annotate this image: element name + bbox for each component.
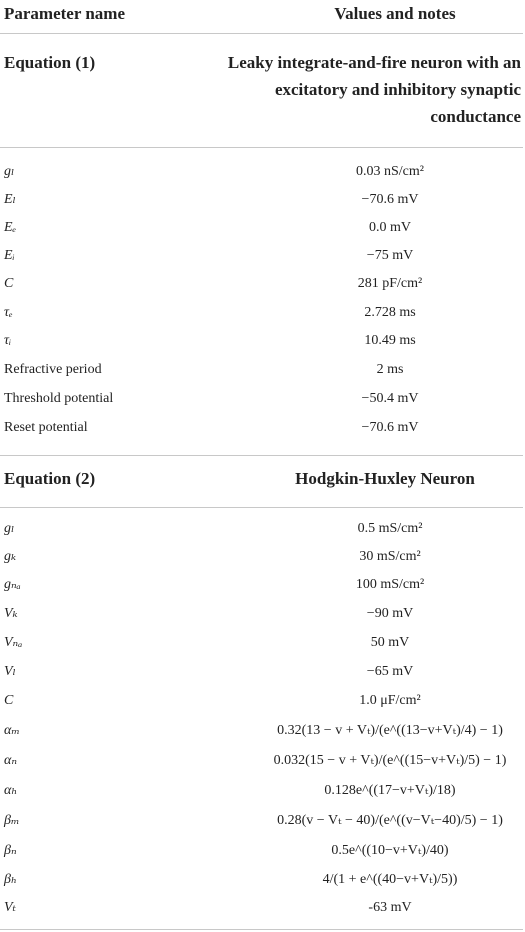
param-value: 10.49 ms	[364, 333, 416, 348]
param-name: τᵢ	[4, 333, 12, 348]
param-value: 0.5 mS/cm²	[357, 521, 423, 536]
header-rule	[0, 33, 523, 34]
param-name: αₘ	[4, 723, 20, 738]
table-row	[0, 299, 523, 327]
param-value: −70.6 mV	[361, 192, 419, 207]
param-name: gₖ	[4, 549, 17, 564]
param-value: 2.728 ms	[364, 305, 416, 320]
param-value: 50 mV	[370, 635, 410, 650]
table-row	[0, 836, 523, 866]
param-value: 1.0 μF/cm²	[359, 693, 421, 708]
table-bottom-rule	[0, 929, 523, 930]
param-value: 0.32(13 − v + Vₜ)/(e^((13−v+Vₜ)/4) − 1)	[277, 723, 503, 738]
param-value: −65 mV	[366, 664, 414, 679]
param-name: αₕ	[4, 783, 18, 798]
table-row	[0, 746, 523, 776]
param-name: gₗ	[4, 164, 15, 179]
param-name: βₕ	[4, 872, 18, 887]
param-value: 0.5e^((10−v+Vₜ)/40)	[331, 843, 449, 858]
table-row	[0, 806, 523, 836]
param-col-header: Parameter name	[4, 4, 125, 23]
table-row	[0, 629, 523, 657]
param-value: 2 ms	[376, 362, 404, 377]
table-row	[0, 571, 523, 599]
param-name: βₙ	[4, 843, 17, 858]
table-row	[0, 515, 523, 543]
param-name: C	[4, 276, 14, 291]
table-row	[0, 658, 523, 686]
param-name: Vₖ	[4, 606, 18, 621]
param-value: −50.4 mV	[361, 391, 419, 406]
param-name: Vₙₐ	[4, 635, 23, 650]
param-value: −70.6 mV	[361, 420, 419, 435]
table-row	[0, 414, 523, 442]
table-row	[0, 356, 523, 384]
param-value: 0.0 mV	[369, 220, 411, 235]
param-value: 4/(1 + e^((40−v+Vₜ)/5))	[322, 872, 458, 887]
param-value: 0.28(v − Vₜ − 40)/(e^((v−Vₜ−40)/5) − 1)	[277, 813, 503, 828]
param-name: gₙₐ	[4, 577, 21, 592]
param-name: τₑ	[4, 305, 13, 320]
table-row	[0, 687, 523, 715]
param-value: 0.128e^((17−v+Vₜ)/18)	[324, 783, 456, 798]
param-name: Refractive period	[4, 362, 102, 377]
param-name: Vₜ	[4, 900, 17, 915]
param-value: 100 mS/cm²	[355, 577, 425, 592]
section1-description: Leaky integrate-and-fire neuron with an excitatory and inhibitory synaptic conductance	[227, 53, 521, 126]
param-name: Eₑ	[4, 220, 17, 235]
param-value: 30 mS/cm²	[359, 549, 421, 564]
param-value: 0.03 nS/cm²	[356, 164, 424, 179]
param-name: Eₗ	[4, 192, 16, 207]
table-row	[0, 894, 523, 922]
table-row	[0, 776, 523, 806]
table-row	[0, 214, 523, 242]
table-row	[0, 270, 523, 298]
param-value: -63 mV	[368, 900, 412, 915]
param-value: 281 pF/cm²	[357, 276, 423, 291]
table-row	[0, 327, 523, 355]
value-col-header: Values and notes	[334, 4, 456, 23]
section1-equation: Equation (1)	[4, 53, 96, 72]
table-row	[0, 865, 523, 895]
param-value: −75 mV	[366, 248, 414, 263]
param-name: Threshold potential	[4, 391, 114, 406]
table-row	[0, 716, 523, 746]
param-name: αₙ	[4, 753, 18, 768]
param-name: C	[4, 693, 14, 708]
table-row	[0, 385, 523, 413]
section1-rule	[0, 147, 523, 148]
section2-equation: Equation (2)	[4, 469, 96, 488]
param-name: Reset potential	[4, 420, 88, 435]
table-row	[0, 543, 523, 571]
param-value: 0.032(15 − v + Vₜ)/(e^((15−v+Vₜ)/5) − 1)	[273, 753, 507, 768]
section2-description: Hodgkin-Huxley Neuron	[295, 469, 475, 488]
param-name: gₗ	[4, 521, 15, 536]
param-name: Eᵢ	[4, 248, 15, 263]
table-row	[0, 186, 523, 214]
param-name: Vₗ	[4, 664, 16, 679]
section2-top-rule	[0, 455, 523, 456]
param-value: −90 mV	[366, 606, 414, 621]
table-row	[0, 600, 523, 628]
table-row	[0, 158, 523, 186]
param-name: βₘ	[4, 813, 20, 828]
table-row	[0, 242, 523, 270]
section2-rule	[0, 507, 523, 508]
